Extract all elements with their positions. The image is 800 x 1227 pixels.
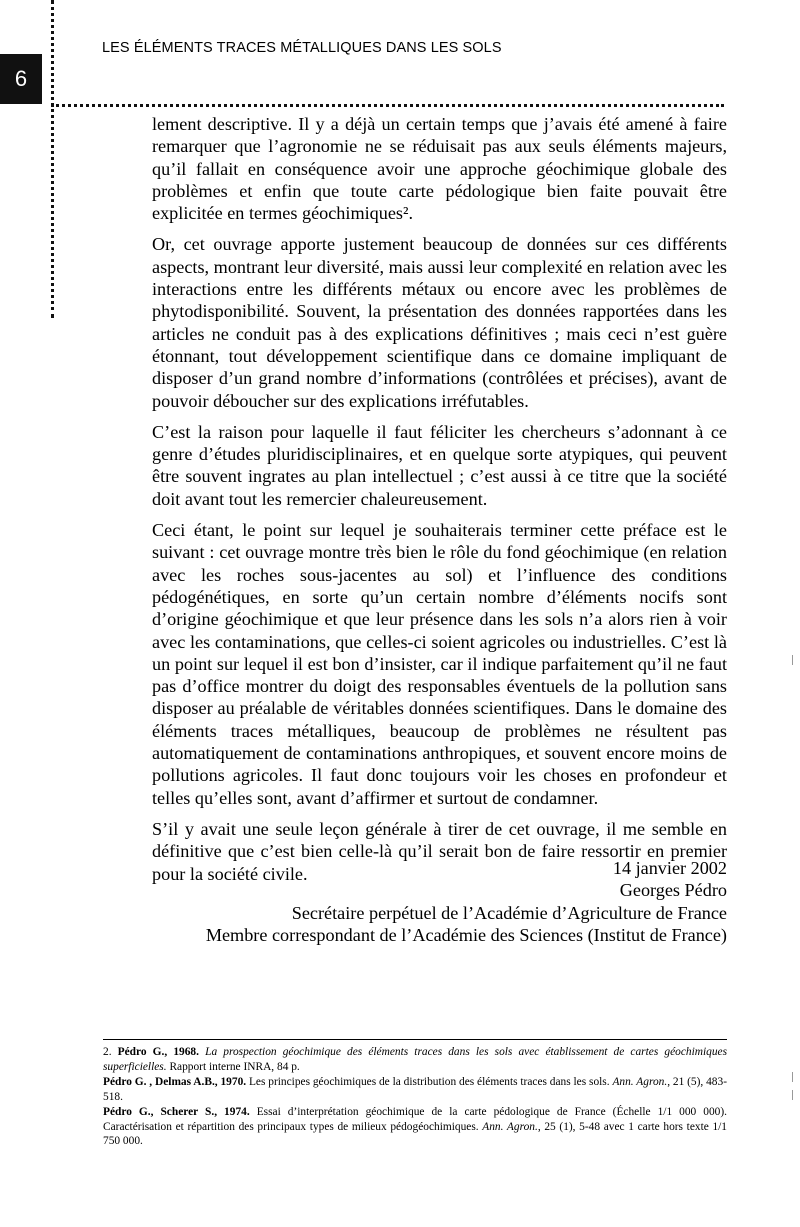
footnote bbox=[103, 1105, 727, 1150]
footnote-separator bbox=[103, 1039, 727, 1040]
footnote-details: , 25 (1), 5-48 avec 1 carte hors texte 1/1 750 000. bbox=[103, 1120, 728, 1148]
footnote-title: Les principes géochimiques de la distribution des éléments traces dans les sols. bbox=[246, 1075, 613, 1088]
signature-title: Secrétaire perpétuel de l’Académie d’Agriculture de France bbox=[291, 902, 727, 923]
footnote-authors: Pédro G., 1968. bbox=[117, 1046, 199, 1058]
page-number-tab: 6 bbox=[0, 54, 42, 104]
dotted-header-rule bbox=[51, 104, 724, 107]
footnote-journal: Ann. Agron. bbox=[482, 1120, 538, 1133]
footnote-details: , 21 (5), 483-518. bbox=[103, 1075, 727, 1103]
signature-name: Georges Pédro bbox=[619, 880, 727, 901]
footnote-authors: Pédro G. , Delmas A.B., 1970. bbox=[103, 1075, 247, 1088]
paragraph: lement descriptive. Il y a déjà un certain temps que j’avais été amené à faire remarquer que l’agronomie ne se réduisait pas aux seuls éléments majeurs, qu’il fallait en conséquence avoir une approche géochimique globale des problèmes et enfin que toute carte pédologique bien faite pouvait être explicitée en termes géochimiques². bbox=[152, 114, 727, 224]
signature-date: 14 janvier 2002 bbox=[612, 858, 727, 878]
signature-affiliation: Membre correspondant de l’Académie des Sciences (Institut de France) bbox=[205, 924, 727, 945]
footnote-title: La prospection géochimique des éléments traces dans les sols avec établissement de cartes géochimiques superficielles. bbox=[103, 1046, 728, 1073]
scan-mark bbox=[792, 1072, 793, 1082]
preface-body bbox=[152, 113, 727, 894]
footnote bbox=[103, 1075, 727, 1105]
footnotes bbox=[103, 1045, 727, 1149]
signature-block bbox=[206, 857, 727, 946]
dotted-margin-line bbox=[51, 0, 54, 318]
footnote-title: Essai d’interprétation géochimique de la carte pédologique de France (Échelle 1/1 000 000). Caractérisation et répartition des principaux types de milieux pédogéochimiques. bbox=[103, 1105, 727, 1133]
paragraph: Or, cet ouvrage apporte justement beaucoup de données sur ces différents aspects, montrant leur diversité, mais aussi leur complexité en relation avec les interactions entre les différents métaux ou encore avec les problèmes de phytodisponibilité. Souvent, la présentation des données rapportées dans les articles ne conduit pas à des explications définitives ; mais ceci n’est guère étonnant, tout développement scientifique dans ce domaine impliquant de disposer d’un grand nombre d’informations (contrôlées et précises), avant de pouvoir déboucher sur des explications irréfutables. bbox=[152, 234, 727, 411]
footnote-authors: Pédro G., Scherer S., 1974. bbox=[103, 1105, 250, 1118]
scan-mark bbox=[792, 1090, 793, 1100]
footnote-number: 2. bbox=[103, 1046, 112, 1058]
footnote-journal: Ann. Agron. bbox=[612, 1075, 668, 1088]
scan-mark bbox=[792, 655, 793, 665]
footnote-details: Rapport interne INRA, 84 p. bbox=[166, 1060, 300, 1073]
running-header: LES ÉLÉMENTS TRACES MÉTALLIQUES DANS LES SOLS bbox=[102, 40, 502, 56]
paragraph: S’il y avait une seule leçon générale à tirer de cet ouvrage, il me semble en définitive que c’est bien celle-là qu’il serait bon de faire ressortir en premier pour la société civile. bbox=[152, 818, 727, 884]
footnote bbox=[103, 1045, 727, 1075]
paragraph: Ceci étant, le point sur lequel je souhaiterais terminer cette préface est le suivant : cet ouvrage montre très bien le rôle du fond géochimique (en relation avec les roches sous-jacentes au sol) et l’influence des conditions pédogénétiques, en sorte qu’un certain nombre d’éléments nocifs sont d’origine géochimique et que leur présence dans les sols n’a alors rien à voir avec les contaminations, que celles-ci soient agricoles ou industrielles. C’est là un point sur lequel il est bon d’insister, car il indique parfaitement qu’il ne faut pas d’office montrer du doigt des responsables éventuels de la pollution sans disposer au préalable de véritables données scientifiques. Dans le domaine des éléments traces métalliques, beaucoup de problèmes ne résultent pas automatiquement de contaminations anthropiques, et souvent encore moins de pollutions agricoles. Il faut donc toujours voir les choses en profondeur et telles qu’elles sont, avant d’affirmer et surtout de condamner. bbox=[152, 520, 727, 808]
paragraph: C’est la raison pour laquelle il faut féliciter les chercheurs s’adonnant à ce genre d’études pluridisciplinaires, et en quelque sorte atypiques, qui peuvent être souvent ingrates au plan intellectuel ; c’est aussi à ce titre que la société doit avant tout les remercier chaleureusement. bbox=[152, 421, 727, 509]
